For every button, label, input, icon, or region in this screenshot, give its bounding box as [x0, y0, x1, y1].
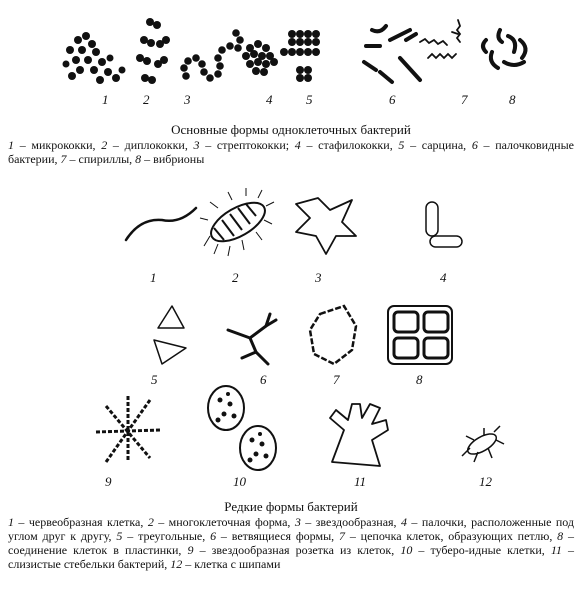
legend-text: – цепочка клеток, образующих петлю, [345, 529, 558, 543]
vibrios-drawing [483, 30, 526, 68]
legend-text: – звездообразная, [300, 515, 401, 529]
legend-text: – червеобразная клетка, [14, 515, 148, 529]
worm-cell-drawing [126, 208, 196, 240]
mucous-stalks-drawing [330, 404, 388, 466]
legend-text: – стафилококки, [300, 138, 399, 152]
rosette-drawing [96, 396, 160, 462]
section1-legend [8, 138, 574, 166]
figure-label: 1 [102, 92, 109, 107]
streptococci-drawing [180, 29, 244, 82]
figure-label: 12 [479, 474, 492, 489]
figure-label: 8 [416, 372, 423, 387]
legend-text: – вибрионы [141, 152, 205, 166]
legend-number: 6 [210, 529, 217, 543]
legend-text: – туберо-идные клетки, [412, 543, 551, 557]
legend-text: – палочковидные бактерии, [8, 138, 574, 166]
legend-number: 7 [60, 152, 67, 166]
figure-label: 5 [151, 372, 158, 387]
figure-label: 10 [233, 474, 246, 489]
legend-number: 2 [101, 138, 108, 152]
legend-text: – клетка с шипами [182, 557, 281, 571]
rod-bacteria-drawing [364, 26, 420, 82]
tuberoid-cells-drawing [208, 386, 276, 470]
branching-form-drawing [228, 314, 276, 364]
section2-legend [8, 515, 574, 571]
legend-text: – диплококки, [107, 138, 194, 152]
legend-number: 12 [170, 557, 183, 571]
legend-text: – сарцина, [404, 138, 472, 152]
star-cell-drawing [296, 198, 356, 254]
legend-text: – ветвящиеся формы, [216, 529, 339, 543]
figure-label: 9 [105, 474, 112, 489]
legend-text: – соединение клеток в пластинки, [8, 529, 574, 557]
figure-label: 3 [315, 270, 322, 285]
figure-label: 2 [143, 92, 150, 107]
figure-label: 3 [184, 92, 191, 107]
legend-number: 11 [550, 543, 562, 557]
legend-number: 3 [193, 138, 200, 152]
section1-title: Основные формы одноклеточных бактерий [171, 122, 411, 137]
figure-label: 1 [150, 270, 157, 285]
figure-label: 7 [461, 92, 468, 107]
legend-number: 10 [400, 543, 413, 557]
legend-number: 1 [8, 138, 14, 152]
legend-number: 5 [398, 138, 405, 152]
legend-number: 3 [294, 515, 301, 529]
legend-number: 1 [8, 515, 14, 529]
legend-number: 4 [294, 138, 301, 152]
figure-label: 4 [440, 270, 447, 285]
sarcina-drawing [280, 30, 320, 82]
figure-label: 8 [509, 92, 516, 107]
legend-text: – спириллы, [66, 152, 136, 166]
legend-number: 8 [557, 529, 564, 543]
micrococci-drawing [63, 32, 126, 84]
legend-number: 8 [135, 152, 142, 166]
figure-label: 6 [389, 92, 396, 107]
legend-text: – звездообразная розетка из клеток, [193, 543, 401, 557]
legend-number: 5 [116, 529, 123, 543]
angled-rods-drawing [426, 202, 462, 247]
legend-text: – микрококки, [14, 138, 102, 152]
figure-label: 2 [232, 270, 239, 285]
figure-label: 7 [333, 372, 340, 387]
legend-text: – палочки, расположенные под углом друг к другу, [8, 515, 575, 543]
figure-label: 6 [260, 372, 267, 387]
figure-label: 4 [266, 92, 273, 107]
spirilla-drawing [420, 20, 460, 58]
legend-text: – стрептококки; [199, 138, 295, 152]
triangular-cells-drawing [154, 306, 186, 364]
cell-plates-drawing [388, 306, 452, 364]
legend-number: 7 [339, 529, 345, 543]
legend-number: 6 [471, 138, 478, 152]
diplococci-drawing [136, 18, 170, 84]
loop-chain-drawing [310, 306, 356, 364]
figure-label: 11 [354, 474, 367, 489]
section2-title: Редкие формы бактерий [224, 499, 358, 514]
legend-number: 4 [401, 515, 407, 529]
legend-text: – треугольные, [122, 529, 211, 543]
legend-text: – слизистые стебельки бактерий, [8, 543, 574, 571]
legend-number: 9 [187, 543, 194, 557]
multicellular-drawing [200, 188, 274, 256]
figure-label: 5 [306, 92, 313, 107]
staphylococci-drawing [242, 40, 278, 76]
legend-text: – многоклеточная форма, [153, 515, 295, 529]
legend-number: 2 [147, 515, 154, 529]
spiked-cell-drawing [462, 426, 504, 462]
